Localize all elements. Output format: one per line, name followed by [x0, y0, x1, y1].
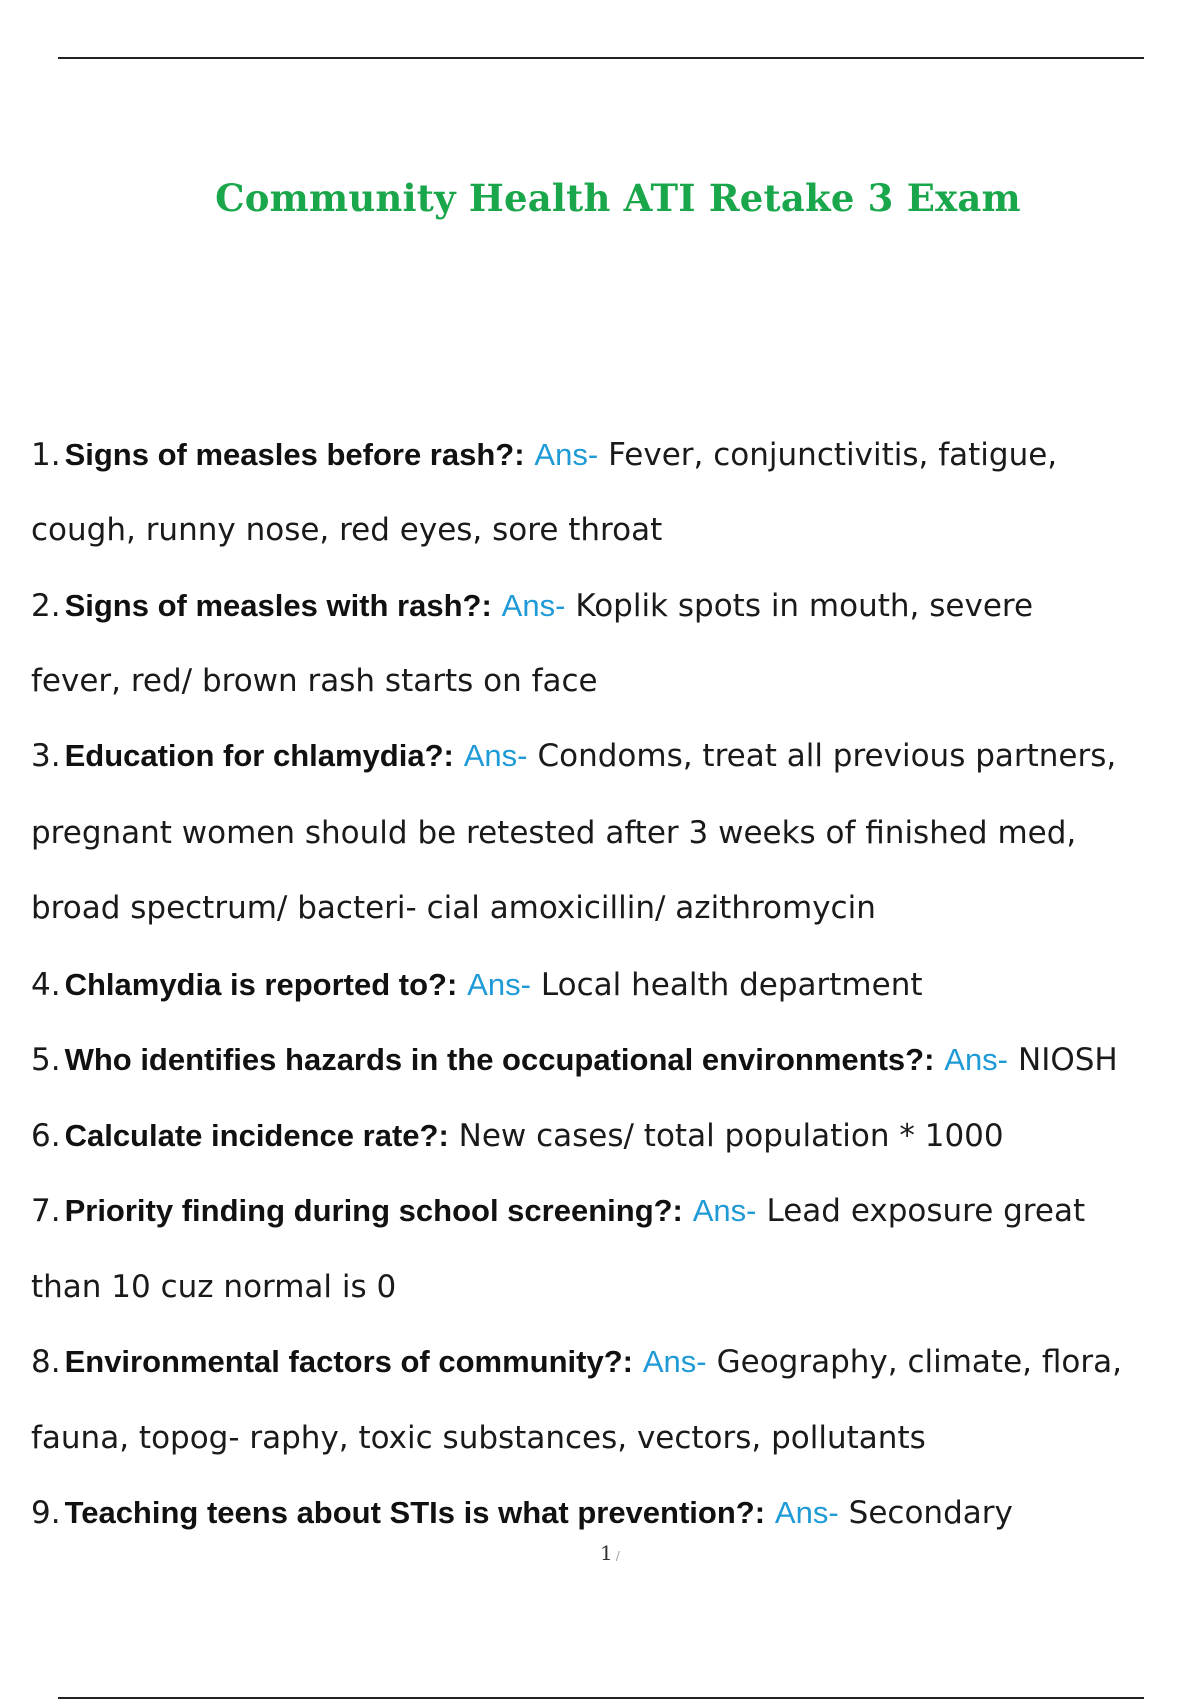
- answer-text: New cases/ total population * 1000: [458, 1118, 1004, 1154]
- answer-marker: Ans-: [467, 967, 531, 1002]
- answer-text: NIOSH: [1018, 1042, 1118, 1078]
- footer-rule: [58, 1697, 1144, 1699]
- qa-item: [31, 1116, 1004, 1156]
- answer-continuation: broad spectrum/ bacteri- cial amoxicillin/ azithromycin: [31, 890, 876, 926]
- answer-text: Secondary: [848, 1495, 1013, 1531]
- answer-continuation: cough, runny nose, red eyes, sore throat: [31, 512, 663, 548]
- page-number: [600, 1541, 620, 1565]
- question-text: Education for chlamydia?:: [64, 738, 454, 773]
- item-number: 6.: [31, 1118, 61, 1154]
- answer-text: Geography, climate, flora,: [716, 1344, 1122, 1380]
- item-number: 4.: [31, 967, 61, 1003]
- answer-continuation: fauna, topog- raphy, toxic substances, vectors, pollutants: [31, 1420, 926, 1456]
- question-text: Calculate incidence rate?:: [64, 1118, 449, 1153]
- question-text: Signs of measles before rash?:: [64, 437, 525, 472]
- answer-marker: Ans-: [774, 1495, 839, 1530]
- page-number-separator: /: [615, 1549, 620, 1563]
- item-number: 7.: [31, 1193, 61, 1229]
- question-text: Who identifies hazards in the occupational environments?:: [64, 1042, 935, 1077]
- answer-continuation: fever, red/ brown rash starts on face: [31, 663, 598, 699]
- answer-marker: Ans-: [944, 1042, 1009, 1077]
- answer-text: Local health department: [540, 967, 923, 1003]
- answer-marker: Ans-: [463, 738, 528, 773]
- answer-text: Koplik spots in mouth, severe: [575, 588, 1034, 624]
- answer-continuation: than 10 cuz normal is 0: [31, 1269, 397, 1305]
- document-title: Community Health ATI Retake 3 Exam: [215, 176, 1021, 220]
- qa-item: [31, 736, 1116, 776]
- qa-item: [31, 1342, 1122, 1382]
- qa-item: [31, 1493, 1013, 1533]
- qa-item: [31, 1040, 1118, 1080]
- question-text: Chlamydia is reported to?:: [64, 967, 458, 1002]
- item-number: 1.: [31, 437, 61, 473]
- answer-marker: Ans-: [501, 588, 566, 623]
- question-text: Environmental factors of community?:: [64, 1344, 633, 1379]
- question-text: Signs of measles with rash?:: [64, 588, 492, 623]
- item-number: 5.: [31, 1042, 61, 1078]
- qa-item: [31, 435, 1057, 475]
- answer-text: Condoms, treat all previous partners,: [537, 738, 1117, 774]
- answer-marker: Ans-: [642, 1344, 707, 1379]
- qa-item: [31, 965, 923, 1005]
- item-number: 9.: [31, 1495, 61, 1531]
- qa-item: [31, 586, 1033, 626]
- question-text: Priority finding during school screening?:: [64, 1193, 683, 1228]
- answer-text: Lead exposure great: [766, 1193, 1086, 1229]
- question-text: Teaching teens about STIs is what prevention?:: [64, 1495, 766, 1530]
- answer-marker: Ans-: [534, 437, 599, 472]
- qa-item: [31, 1191, 1085, 1231]
- item-number: 8.: [31, 1344, 61, 1380]
- answer-text: Fever, conjunctivitis, fatigue,: [608, 437, 1058, 473]
- answer-marker: Ans-: [692, 1193, 757, 1228]
- item-number: 2.: [31, 588, 61, 624]
- answer-continuation: pregnant women should be retested after 3 weeks of finished med,: [31, 815, 1077, 851]
- page-number-value: 1: [600, 1541, 613, 1565]
- item-number: 3.: [31, 738, 61, 774]
